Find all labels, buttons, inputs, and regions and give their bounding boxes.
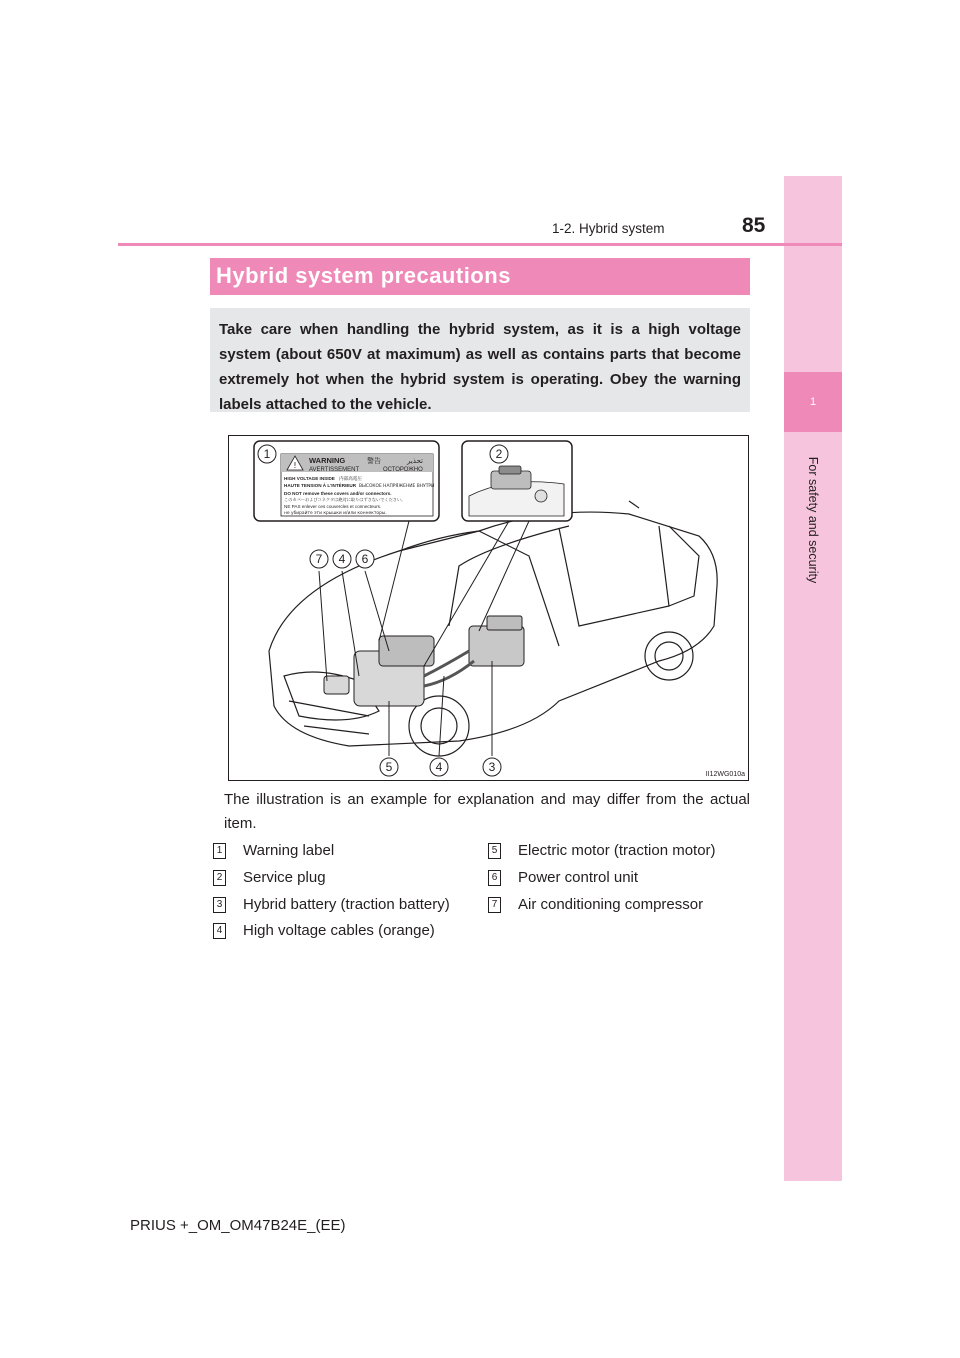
page-number: 85 xyxy=(742,214,766,237)
callout-7: 7 xyxy=(315,552,323,566)
page-title: Hybrid system precautions xyxy=(216,263,511,288)
intro-text: Take care when handling the hybrid system, as it is a high voltage system (about 650V at maximum) as well as contains parts that become extremely hot when the hybrid system is operating. Obey the warning labels attached to the vehicle. xyxy=(219,321,741,413)
figure-code: II12WG010a xyxy=(705,771,745,778)
footer-doc-id: PRIUS +_OM_OM47B24E_(EE) xyxy=(130,1217,346,1234)
chapter-title-text: For safety and security xyxy=(806,456,821,584)
callout-4-top: 4 xyxy=(338,552,346,566)
legend-number: 5 xyxy=(488,843,501,859)
callout-5: 5 xyxy=(385,760,393,774)
ru-line: не убирайте эти крышки и/или коннекторы. xyxy=(284,511,387,516)
service-plug-inset xyxy=(462,441,572,521)
chapter-number: 1 xyxy=(809,396,817,408)
legend-text: Power control unit xyxy=(518,869,639,886)
callout-2: 2 xyxy=(495,447,503,461)
callout-4-bottom: 4 xyxy=(435,760,443,774)
warning-jp: 警告 xyxy=(367,457,381,465)
legend-text: High voltage cables (orange) xyxy=(243,922,435,939)
figure-caption: The illustration is an example for explanation and may differ from the actual item. xyxy=(224,791,750,832)
legend-text: Electric motor (traction motor) xyxy=(518,842,716,859)
hybrid-system-illustration xyxy=(228,435,749,781)
callout-1: 1 xyxy=(263,447,271,461)
ne-pas-line: NE PAS enlever ces couvercles et connecteurs. xyxy=(284,504,382,509)
side-band xyxy=(784,176,842,1181)
section-title: 1-2. Hybrid system xyxy=(552,221,665,236)
intro-box xyxy=(210,308,750,412)
legend-text: Warning label xyxy=(243,842,335,859)
hv-cn: 内部高電圧 xyxy=(339,477,362,482)
chapter-tab xyxy=(784,372,842,432)
legend-number: 7 xyxy=(488,897,501,913)
callout-6: 6 xyxy=(361,552,369,566)
callout-3: 3 xyxy=(488,760,496,774)
hv-ru: ВЫСОКОЕ НАПРЯЖЕНИЕ ВНУТРИ xyxy=(359,484,435,489)
legend-number: 3 xyxy=(213,897,226,913)
warning-ru: ОСТОРОЖНО xyxy=(383,467,423,473)
chapter-title xyxy=(802,440,824,600)
do-not-line: DO NOT remove these covers and/or connectors. xyxy=(284,491,392,496)
legend-number: 4 xyxy=(213,923,226,939)
hv-fr: HAUTE TENSION À L'INTÉRIEUR xyxy=(284,483,357,488)
warning-label-inset xyxy=(254,441,439,521)
legend-number: 2 xyxy=(213,870,226,886)
header-rule xyxy=(118,243,842,246)
legend-text: Service plug xyxy=(243,869,326,886)
legend-number: 1 xyxy=(213,843,226,859)
warning-ar: تحذير xyxy=(407,457,423,465)
legend-text: Hybrid battery (traction battery) xyxy=(243,896,450,913)
svg-text:!: ! xyxy=(293,461,297,470)
title-bar xyxy=(210,258,750,295)
warning-fr: AVERTISSEMENT xyxy=(309,467,360,473)
legend-number: 6 xyxy=(488,870,501,886)
jp-line: このカバーおよびコネクタは絶対に取りはずさないでください。 xyxy=(284,497,406,502)
warning-title: WARNING xyxy=(309,456,346,465)
legend-text: Air conditioning compressor xyxy=(518,896,704,913)
hv-inside: HIGH VOLTAGE INSIDE xyxy=(284,476,335,481)
